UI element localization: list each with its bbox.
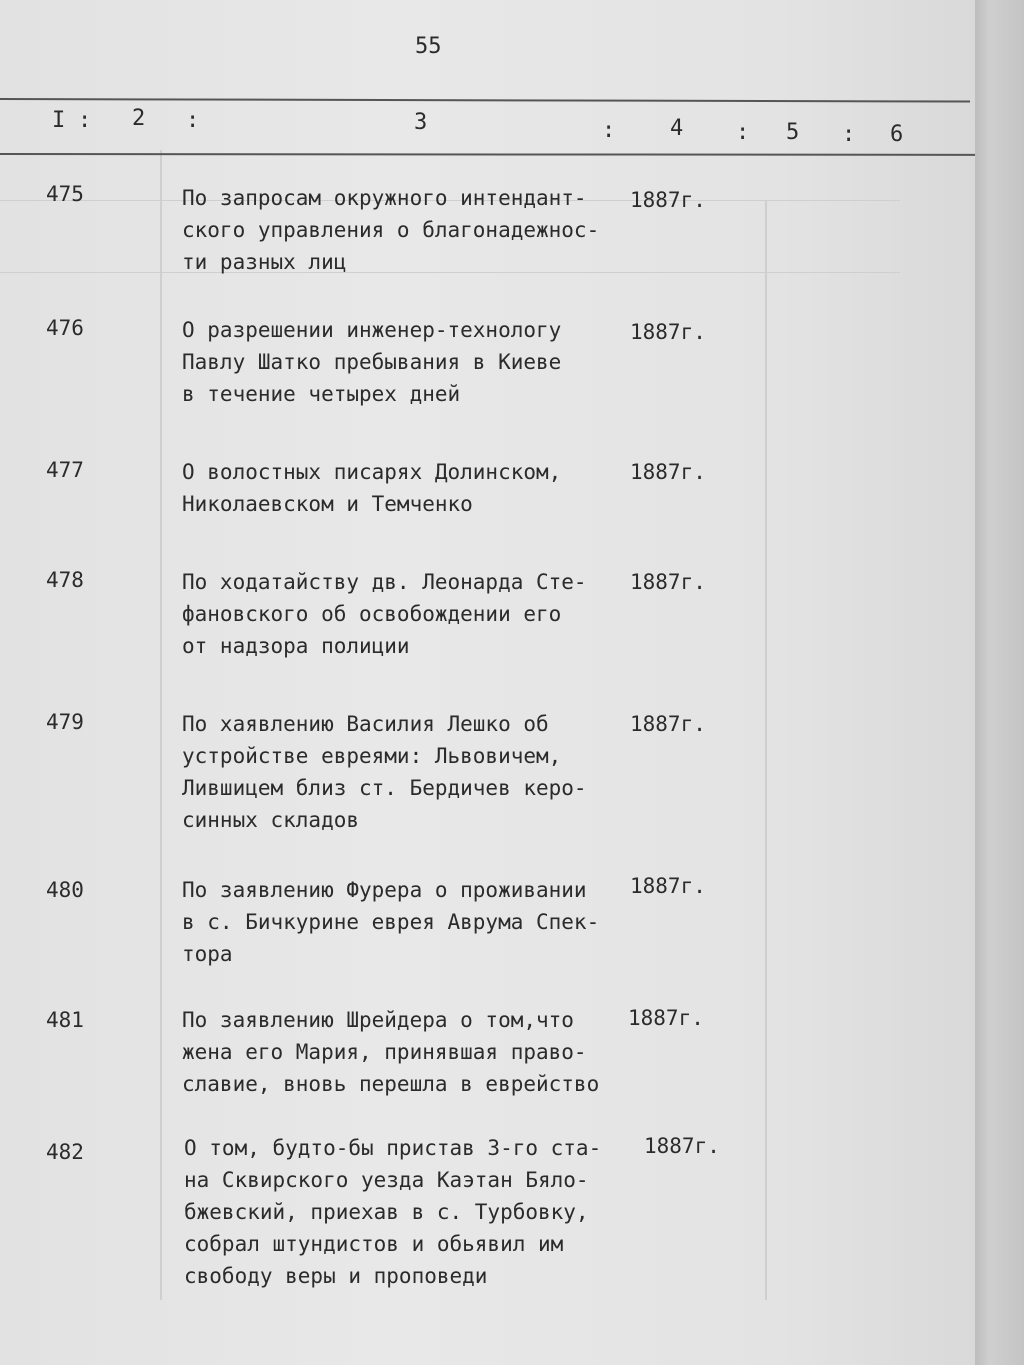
entry-line: в течение четырех дней	[182, 382, 461, 406]
entry-year: 1887г.	[630, 460, 706, 484]
entry-year: 1887г.	[630, 188, 706, 212]
entry-year: 1887г.	[630, 570, 706, 594]
entry-line: По ходатайству дв. Леонарда Сте-	[182, 570, 587, 594]
column-header-3: 3	[414, 110, 428, 135]
entry-line: жена его Мария, принявшая право-	[182, 1040, 587, 1064]
header-top-rule	[0, 98, 970, 103]
entry-line: ского управления о благонадежнос-	[182, 218, 600, 242]
entry-description	[184, 1132, 601, 1292]
entry-line: бжевский, приехав в с. Турбовку,	[184, 1200, 589, 1224]
entry-line: на Сквирского уезда Каэтан Бяло-	[184, 1168, 589, 1192]
entry-line: свободу веры и проповеди	[184, 1264, 488, 1288]
entry-line: О разрешении инженер-технологу	[182, 318, 562, 342]
entry-year: 1887г.	[630, 712, 706, 736]
column-separator: :	[78, 108, 92, 133]
bleed-through-column-line	[765, 200, 767, 1300]
column-header-5: 5	[786, 120, 800, 145]
entry-line: О том, будто-бы пристав 3-го ста-	[184, 1136, 602, 1160]
column-header-2: 2	[132, 106, 146, 131]
entry-description	[182, 456, 561, 520]
entry-description	[182, 314, 561, 410]
entry-line: По хаявлению Василия Лешко об	[182, 712, 549, 736]
entry-year: 1887г.	[630, 874, 706, 898]
column-separator: :	[842, 122, 856, 147]
entry-line: тора	[182, 942, 233, 966]
entry-number: 476	[46, 316, 84, 340]
column-separator: :	[602, 118, 616, 143]
entry-line: Павлу Шатко пребывания в Киеве	[182, 350, 562, 374]
entry-line: устройстве евреями: Львовичем,	[182, 744, 562, 768]
entry-line: славие, вновь перешла в еврейство	[182, 1072, 600, 1096]
entry-number: 478	[46, 568, 84, 592]
entry-line: в с. Бичкурине еврея Аврума Спек-	[182, 910, 600, 934]
page-edge-shadow	[975, 0, 1024, 1365]
header-bottom-rule	[0, 153, 975, 156]
bleed-through-column-line	[160, 150, 162, 1300]
entry-line: Николаевском и Темченко	[182, 492, 473, 516]
page-number: 55	[415, 34, 442, 59]
entry-line: О волостных писарях Долинском,	[182, 460, 562, 484]
entry-line: от надзора полиции	[182, 634, 410, 658]
entry-description	[182, 1004, 599, 1100]
entry-number: 475	[46, 182, 84, 206]
entry-line: Лившицем близ ст. Бердичев керо-	[182, 776, 587, 800]
entry-line: По заявлению Шрейдера о том,что	[182, 1008, 574, 1032]
entry-line: По запросам окружного интендант-	[182, 186, 587, 210]
entry-year: 1887г.	[644, 1134, 720, 1158]
column-header-6: 6	[890, 122, 904, 147]
column-separator: :	[736, 120, 750, 145]
entry-line: собрал штундистов и обьявил им	[184, 1232, 564, 1256]
entry-line: По заявлению Фурера о проживании	[182, 878, 587, 902]
entry-description	[182, 566, 587, 662]
entry-description	[182, 182, 599, 278]
entry-description	[182, 708, 587, 836]
column-header-4: 4	[670, 116, 684, 141]
entry-number: 481	[46, 1008, 84, 1032]
entry-year: 1887г.	[630, 320, 706, 344]
entry-year: 1887г.	[628, 1006, 704, 1030]
entry-number: 479	[46, 710, 84, 734]
entry-number: 480	[46, 878, 84, 902]
entry-description	[182, 874, 599, 970]
entry-line: фановского об освобождении его	[182, 602, 562, 626]
column-header-1: I	[52, 108, 66, 133]
column-separator: :	[186, 108, 200, 133]
entry-number: 482	[46, 1140, 84, 1164]
entry-line: ти разных лиц	[182, 250, 347, 274]
entry-line: синных складов	[182, 808, 360, 832]
entry-number: 477	[46, 458, 84, 482]
